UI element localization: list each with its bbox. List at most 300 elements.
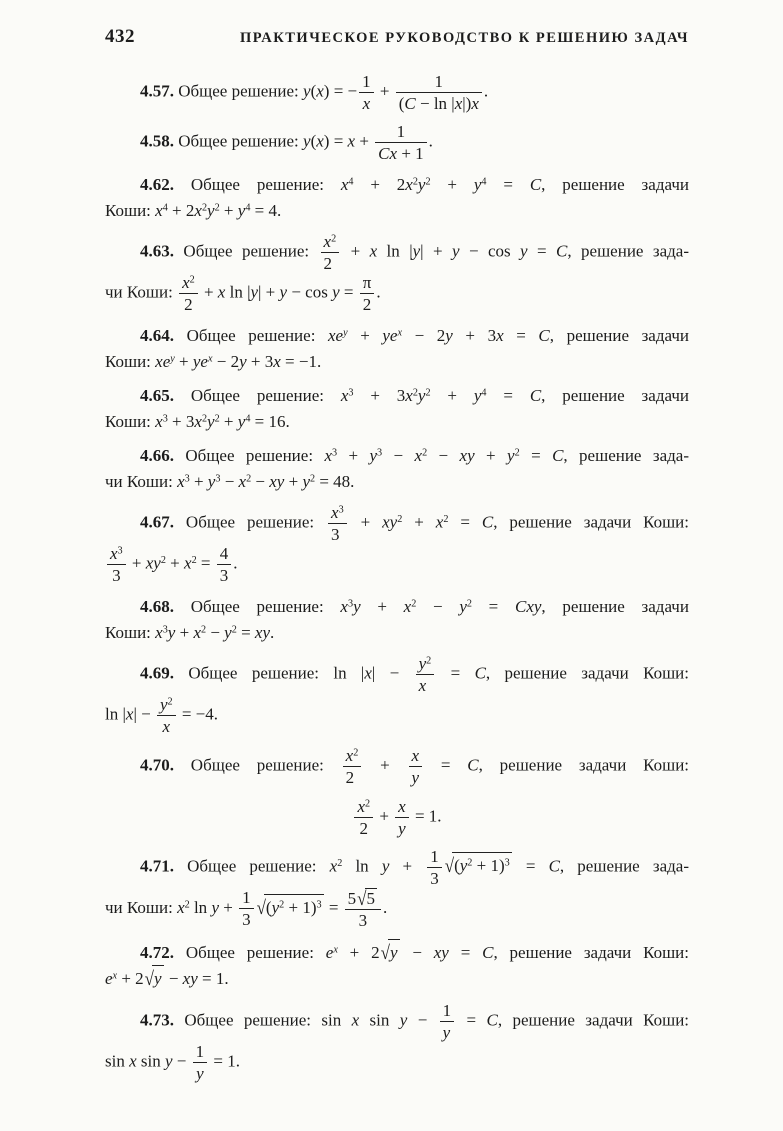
problem-number: 4.73. bbox=[140, 1010, 174, 1030]
text-run: Общее решение: bbox=[174, 241, 319, 261]
text-run: , решение задачи bbox=[549, 326, 690, 346]
text-run: + 1) bbox=[472, 856, 505, 876]
exponent: 2 bbox=[425, 387, 431, 399]
text-run: , решение задачи bbox=[541, 386, 689, 406]
text-run: 3 bbox=[242, 910, 251, 930]
text-run: − bbox=[382, 446, 415, 466]
exponent: 2 bbox=[214, 413, 220, 425]
text-run: . bbox=[383, 897, 388, 917]
exponent: 2 bbox=[279, 899, 285, 911]
denominator bbox=[157, 716, 176, 736]
exponent: 2 bbox=[425, 176, 431, 188]
text-run: x bbox=[369, 241, 378, 261]
text-run: ln bbox=[342, 856, 382, 876]
text-run: |) bbox=[462, 94, 472, 114]
fraction bbox=[217, 544, 232, 585]
text-run: + bbox=[199, 282, 218, 302]
text-run: − cos bbox=[459, 241, 521, 261]
problem-line bbox=[105, 544, 689, 585]
text-run: = bbox=[503, 326, 539, 346]
text-run: + bbox=[165, 553, 185, 573]
exponent: 4 bbox=[481, 176, 487, 188]
text-run: + bbox=[189, 471, 208, 491]
text-run: − ln | bbox=[415, 94, 455, 114]
text-run: − bbox=[407, 1010, 438, 1030]
exponent: 2 bbox=[167, 696, 173, 708]
denominator bbox=[409, 767, 423, 787]
exponent: 2 bbox=[466, 598, 472, 610]
text-run: = 1. bbox=[410, 806, 442, 825]
text-run: ( bbox=[310, 81, 317, 101]
text-run: y bbox=[417, 175, 426, 195]
fraction bbox=[360, 273, 375, 314]
text-run: x bbox=[340, 597, 348, 617]
problem-4.62 bbox=[105, 172, 689, 223]
text-run: + 1 bbox=[397, 144, 424, 164]
text-run: x bbox=[454, 94, 463, 114]
radical-sign: √ bbox=[357, 887, 367, 910]
text-run: Общее решение: bbox=[174, 175, 341, 195]
text-run: y bbox=[442, 1022, 451, 1042]
text-run: x bbox=[273, 351, 281, 371]
text-run: = bbox=[339, 282, 358, 302]
exponent: 2 bbox=[191, 555, 197, 567]
denominator bbox=[345, 910, 381, 930]
text-run: y bbox=[207, 411, 215, 431]
text-run: − bbox=[220, 471, 239, 491]
text-run: y bbox=[302, 471, 310, 491]
text-run: x bbox=[418, 676, 427, 696]
fraction bbox=[193, 1042, 208, 1083]
text-run: , решение задачи Коши: bbox=[493, 512, 690, 532]
exponent: 2 bbox=[214, 202, 220, 214]
text-run: x bbox=[403, 597, 412, 617]
text-run: ln | bbox=[225, 282, 251, 302]
exponent: 2 bbox=[443, 514, 449, 526]
text-run: , решение задачи Коши: bbox=[485, 663, 689, 683]
radical bbox=[357, 888, 377, 908]
text-run: x bbox=[364, 663, 372, 683]
exponent: 3 bbox=[162, 624, 168, 636]
text-run: y bbox=[381, 856, 390, 876]
exponent: 3 bbox=[162, 413, 168, 425]
exponent: 2 bbox=[201, 413, 208, 425]
text-run: y bbox=[237, 200, 246, 220]
exponent: 4 bbox=[348, 176, 354, 188]
text-run: = bbox=[456, 1010, 487, 1030]
exponent: 3 bbox=[332, 447, 338, 459]
exponent: 2 bbox=[353, 746, 359, 758]
denominator bbox=[354, 818, 373, 838]
fraction bbox=[395, 797, 409, 838]
text-run: − 2 bbox=[402, 326, 446, 346]
text-run: x bbox=[405, 386, 413, 406]
text-run: | + bbox=[258, 282, 280, 302]
exponent: 2 bbox=[467, 857, 473, 869]
text-run: y bbox=[411, 767, 420, 787]
problem-number: 4.71. bbox=[140, 856, 174, 876]
text-run: xy bbox=[269, 471, 285, 491]
text-run: , решение задачи Коши: bbox=[493, 942, 689, 962]
exponent: 2 bbox=[412, 176, 418, 188]
text-run: x bbox=[193, 622, 201, 642]
text-run: y bbox=[520, 241, 528, 261]
text-run: Общее решение: bbox=[174, 386, 341, 406]
problem-4.65 bbox=[105, 383, 689, 434]
exponent: 2 bbox=[184, 899, 190, 911]
fraction bbox=[359, 72, 374, 113]
text-run: + bbox=[375, 81, 394, 101]
exponent: 3 bbox=[117, 545, 123, 557]
problem-line bbox=[105, 620, 689, 646]
text-run: + 2 bbox=[167, 200, 195, 220]
denominator bbox=[193, 1063, 208, 1083]
text-run: sin bbox=[136, 1051, 165, 1071]
text-run: π bbox=[362, 273, 372, 293]
exponent: 2 bbox=[246, 473, 252, 485]
page-number: 432 bbox=[105, 26, 135, 47]
text-run: + bbox=[175, 622, 194, 642]
text-run: C bbox=[548, 856, 560, 876]
text-run: C bbox=[529, 175, 542, 195]
text-run: x bbox=[351, 1010, 360, 1030]
numerator bbox=[416, 654, 435, 675]
problem-line bbox=[105, 409, 689, 435]
text-run: = bbox=[486, 386, 530, 406]
denominator bbox=[321, 253, 340, 273]
problem-line bbox=[105, 232, 689, 273]
numerator bbox=[321, 232, 340, 253]
text-run: + bbox=[219, 411, 238, 431]
text-run: xy bbox=[459, 446, 475, 466]
text-run: = bbox=[236, 622, 255, 642]
exponent: x bbox=[112, 970, 118, 982]
denominator bbox=[328, 524, 347, 544]
exponent: 4 bbox=[245, 413, 251, 425]
exponent: 2 bbox=[422, 447, 428, 459]
text-run: = bbox=[448, 942, 483, 962]
text-run: x bbox=[329, 856, 338, 876]
radical bbox=[145, 965, 164, 992]
problem-4.57 bbox=[105, 72, 689, 113]
page-header bbox=[105, 26, 689, 48]
fraction bbox=[328, 503, 347, 544]
text-run: ( bbox=[310, 131, 317, 151]
text-run: + bbox=[430, 386, 474, 406]
text-run: . bbox=[270, 622, 275, 642]
text-run: + 2 bbox=[337, 942, 380, 962]
numerator bbox=[396, 72, 482, 93]
text-run: y bbox=[332, 282, 340, 302]
text-run: . bbox=[428, 131, 433, 151]
text-run: , решение задачи bbox=[541, 597, 689, 617]
exponent: 3 bbox=[215, 473, 221, 485]
numerator bbox=[375, 122, 426, 143]
fraction bbox=[375, 122, 426, 163]
text-run: xy bbox=[382, 512, 398, 532]
radicand bbox=[452, 852, 512, 879]
text-run: + bbox=[402, 512, 436, 532]
text-run: 1 bbox=[362, 72, 371, 91]
exponent: 3 bbox=[347, 598, 354, 610]
text-run: x bbox=[155, 622, 163, 642]
text-run: y bbox=[417, 386, 426, 406]
text-run: x bbox=[194, 411, 202, 431]
exponent: y bbox=[170, 353, 175, 365]
text-run: ln | bbox=[377, 241, 413, 261]
text-run: чи Коши: bbox=[105, 897, 178, 917]
problem-line bbox=[105, 198, 689, 224]
text-run: ln | bbox=[333, 663, 365, 683]
text-run: x bbox=[177, 471, 185, 491]
text-run: ln | bbox=[105, 704, 126, 724]
text-run: = bbox=[324, 897, 343, 917]
problem-number: 4.57. bbox=[140, 81, 174, 101]
text-run: = −1. bbox=[280, 351, 322, 371]
problem-line bbox=[105, 172, 689, 198]
text-run: , решение зада- bbox=[567, 241, 689, 261]
text-run: 2 bbox=[184, 295, 193, 315]
text-run: 2 bbox=[362, 295, 372, 315]
exponent: 3 bbox=[184, 473, 190, 485]
text-run: x bbox=[345, 745, 354, 765]
text-run: xy bbox=[433, 942, 449, 962]
text-run: xy bbox=[145, 553, 161, 573]
text-run: 3 bbox=[430, 868, 439, 888]
exponent: x bbox=[397, 327, 403, 339]
exponent: 4 bbox=[162, 202, 168, 214]
radical-sign: √ bbox=[380, 941, 390, 964]
text-run: + bbox=[218, 897, 238, 917]
text-run: x bbox=[110, 544, 118, 564]
text-run: 2 bbox=[345, 767, 355, 787]
text-run: = 4. bbox=[250, 200, 282, 220]
text-run: , решение задачи bbox=[541, 175, 689, 195]
text-run: C bbox=[538, 326, 550, 346]
text-run: Коши: bbox=[105, 351, 156, 371]
text-run: ( bbox=[398, 94, 405, 114]
text-run: x bbox=[155, 200, 163, 220]
problem-4.64 bbox=[105, 323, 689, 374]
problem-4.67 bbox=[105, 503, 689, 585]
text-run: = 16. bbox=[250, 411, 290, 431]
text-run: y bbox=[207, 200, 215, 220]
problem-number: 4.69. bbox=[140, 663, 174, 683]
problem-line bbox=[105, 888, 689, 930]
exponent: 2 bbox=[364, 797, 371, 809]
text-run: Общее решение: bbox=[174, 326, 328, 346]
numerator bbox=[359, 72, 374, 93]
text-run: . bbox=[483, 81, 489, 101]
problem-number: 4.65. bbox=[140, 386, 174, 406]
text-run: y bbox=[239, 351, 247, 371]
text-run: sin bbox=[105, 1051, 130, 1071]
text-run: y bbox=[237, 411, 246, 431]
text-run: + 2 bbox=[117, 969, 144, 989]
denominator bbox=[343, 767, 362, 787]
text-run: x bbox=[155, 411, 163, 431]
text-run: 4 bbox=[219, 544, 229, 564]
text-run: C bbox=[556, 241, 568, 261]
text-run: 2 bbox=[359, 818, 368, 838]
text-run: 5 bbox=[366, 888, 376, 908]
denominator bbox=[359, 93, 374, 113]
radical-sign: √ bbox=[256, 896, 266, 919]
problem-line bbox=[105, 443, 689, 469]
exponent: 2 bbox=[160, 555, 166, 567]
text-run: Общее решение: bbox=[174, 131, 304, 151]
text-run: − bbox=[400, 942, 434, 962]
problem-number: 4.67. bbox=[140, 512, 174, 532]
text-run: x bbox=[162, 717, 171, 737]
text-run: x bbox=[357, 796, 365, 816]
denominator bbox=[360, 294, 375, 314]
numerator bbox=[409, 746, 423, 767]
fraction bbox=[409, 746, 423, 787]
problem-line bbox=[105, 654, 689, 695]
text-run: Общее решение: bbox=[174, 663, 334, 683]
numerator bbox=[343, 746, 362, 767]
text-run: Коши: bbox=[105, 622, 156, 642]
text-run: ) = − bbox=[323, 81, 358, 101]
exponent: x bbox=[207, 353, 213, 365]
problem-line bbox=[105, 1042, 689, 1083]
text-run: y bbox=[353, 597, 361, 617]
numerator bbox=[345, 888, 381, 910]
problem-4.66 bbox=[105, 443, 689, 494]
text-run: + bbox=[363, 754, 407, 774]
problem-number: 4.58. bbox=[140, 131, 174, 151]
text-run: = bbox=[436, 663, 475, 683]
text-run: , решение задачи Коши: bbox=[478, 754, 690, 774]
denominator bbox=[395, 818, 409, 838]
numerator bbox=[360, 273, 375, 294]
exponent: 2 bbox=[337, 857, 343, 869]
text-run: y bbox=[159, 695, 168, 715]
numerator bbox=[427, 847, 442, 868]
exponent: 2 bbox=[231, 624, 237, 636]
denominator bbox=[375, 143, 426, 163]
running-title: ПРАКТИЧЕСКОЕ РУКОВОДСТВО К РЕШЕНИЮ ЗАДАЧ bbox=[239, 30, 689, 46]
text-run: x bbox=[331, 503, 339, 523]
problem-line bbox=[105, 323, 689, 349]
text-run: | − bbox=[133, 704, 155, 724]
text-run: = bbox=[519, 446, 553, 466]
text-run: x bbox=[238, 471, 247, 491]
exponent: 3 bbox=[504, 857, 510, 869]
problem-line bbox=[105, 72, 689, 113]
fraction bbox=[440, 1001, 455, 1042]
text-run: ye bbox=[382, 326, 398, 346]
text-run: x bbox=[414, 446, 423, 466]
fraction bbox=[343, 746, 362, 787]
text-run: + 3 bbox=[167, 411, 195, 431]
text-run: = bbox=[527, 241, 557, 261]
text-run: Общее решение: bbox=[174, 597, 341, 617]
answers-section bbox=[105, 72, 689, 1083]
text-run: x bbox=[471, 94, 479, 114]
text-run: y bbox=[250, 282, 259, 302]
text-run: xy bbox=[182, 969, 198, 989]
problem-number: 4.72. bbox=[140, 942, 174, 962]
text-run: = bbox=[512, 856, 549, 876]
problem-4.58 bbox=[105, 122, 689, 163]
text-run: x bbox=[398, 796, 406, 816]
problem-line bbox=[105, 965, 689, 992]
text-run: x bbox=[347, 131, 356, 151]
denominator bbox=[440, 1022, 455, 1042]
exponent: 3 bbox=[316, 899, 322, 911]
text-run: + bbox=[474, 446, 508, 466]
problem-line bbox=[105, 939, 689, 966]
text-run: y bbox=[154, 969, 162, 989]
text-run: = −4. bbox=[177, 704, 219, 724]
problem-4.63 bbox=[105, 232, 689, 314]
text-run: y bbox=[459, 856, 468, 876]
text-run: − bbox=[164, 969, 183, 989]
problem-4.72 bbox=[105, 939, 689, 992]
text-run: | + bbox=[420, 241, 452, 261]
text-run: 5 bbox=[347, 888, 357, 908]
text-run: + bbox=[348, 512, 383, 532]
problem-number: 4.70. bbox=[140, 754, 174, 774]
text-run: xe bbox=[328, 326, 344, 346]
denominator bbox=[396, 93, 482, 113]
text-run: y bbox=[445, 326, 453, 346]
text-run: − bbox=[172, 1051, 191, 1071]
fraction bbox=[107, 544, 126, 585]
text-run: x bbox=[125, 704, 134, 724]
numerator bbox=[440, 1001, 455, 1022]
text-run: ( bbox=[454, 856, 460, 876]
numerator bbox=[179, 273, 198, 294]
problem-line bbox=[105, 695, 689, 736]
denominator bbox=[416, 675, 435, 695]
text-run: + bbox=[337, 446, 370, 466]
exponent: 2 bbox=[397, 514, 403, 526]
text-run: Общее решение: bbox=[174, 81, 304, 101]
exponent: 2 bbox=[514, 447, 520, 459]
text-run: y bbox=[459, 597, 467, 617]
text-run: − bbox=[427, 446, 460, 466]
fraction bbox=[239, 888, 254, 929]
text-run: Cx bbox=[378, 144, 398, 164]
text-run: C bbox=[404, 94, 416, 114]
text-run: 1 bbox=[434, 72, 444, 91]
text-run: C bbox=[529, 386, 542, 406]
text-run: , решение зада- bbox=[559, 856, 689, 876]
problem-number: 4.62. bbox=[140, 175, 174, 195]
text-run: 1 bbox=[242, 888, 251, 908]
text-run: = 1. bbox=[209, 1051, 240, 1071]
text-run: y bbox=[473, 175, 482, 195]
exponent: 3 bbox=[348, 387, 354, 399]
text-run: − 2 bbox=[212, 351, 240, 371]
text-run: x bbox=[324, 446, 332, 466]
text-run: + 3 bbox=[452, 326, 497, 346]
text-run: = bbox=[424, 754, 468, 774]
text-run: x bbox=[184, 553, 192, 573]
text-run: , решение задачи Коши: bbox=[497, 1010, 690, 1030]
text-run: y bbox=[399, 1010, 408, 1030]
problem-number: 4.66. bbox=[140, 446, 174, 466]
text-run: e bbox=[325, 942, 334, 962]
text-run: C bbox=[467, 754, 479, 774]
fraction bbox=[321, 232, 340, 273]
exponent: 2 bbox=[310, 473, 316, 485]
problem-line bbox=[105, 746, 689, 787]
exponent: 2 bbox=[189, 274, 195, 286]
